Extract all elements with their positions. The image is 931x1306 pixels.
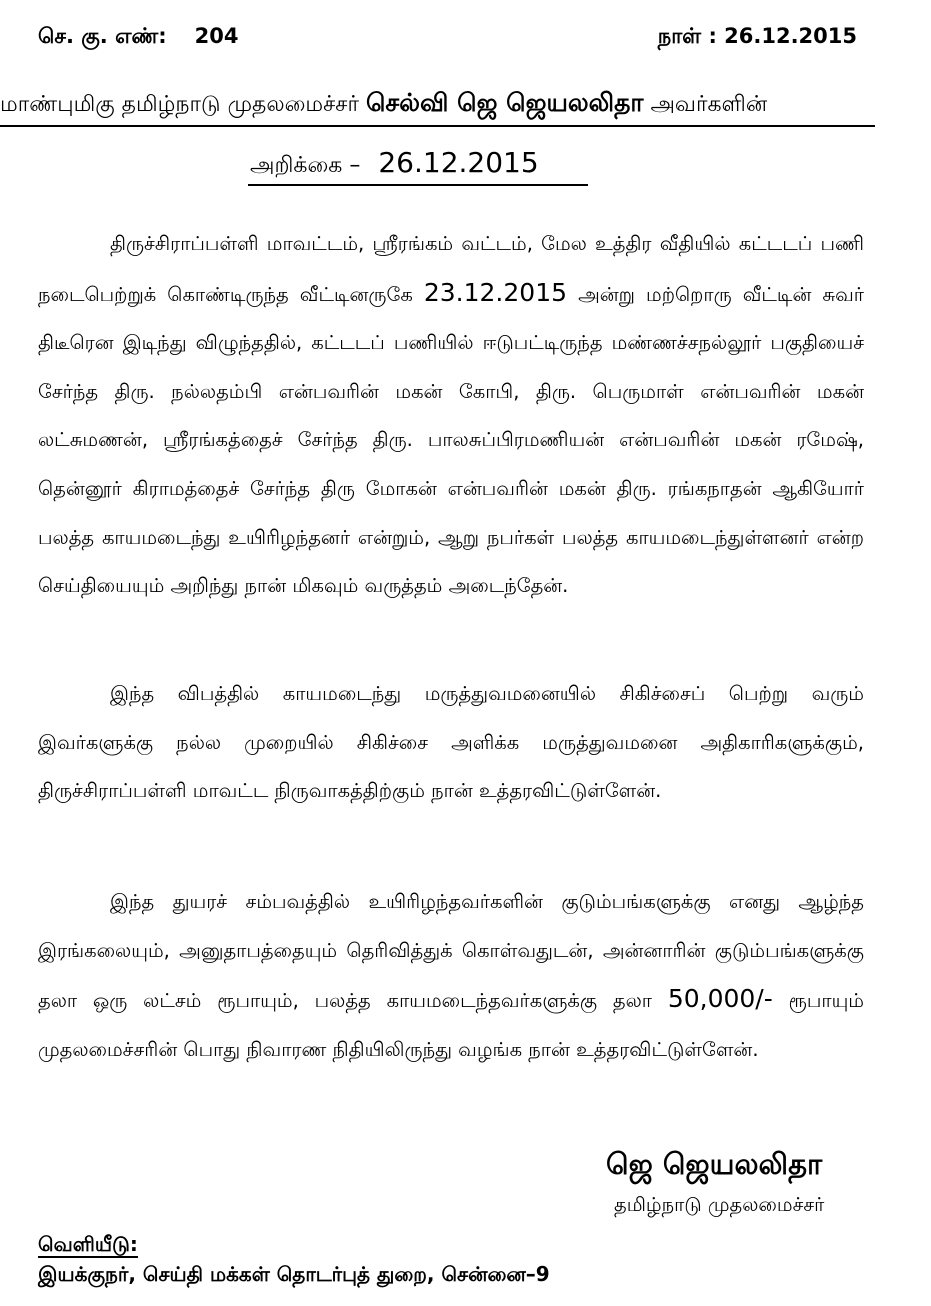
incident-date: 23.12.2015: [423, 277, 567, 307]
release-issuer: இயக்குநர், செய்தி மக்கள் தொடர்புத் துறை, சென்னை–9: [38, 1262, 550, 1286]
document-subheading: [250, 146, 539, 181]
heading-name: செல்வி ஜெ ஜெயலலிதா: [365, 88, 644, 117]
heading-underline: [0, 125, 875, 127]
subheading-date: 26.12.2015: [378, 146, 539, 179]
paragraph-1-part-a: திருச்சிராப்பள்ளி மாவட்டம், ஸ்ரீரங்கம் வட்டம், மேல உத்திர வீதியில் கட்டடப் பணி நடைபெற்றுக் கொண்டிருந்த வீட்டினருகே: [38, 232, 864, 306]
relief-amount: 50,000/-: [667, 984, 773, 1014]
reference-value: 204: [194, 24, 239, 48]
paragraph-2: இந்த விபத்தில் காயமடைந்து மருத்துவமனையில் சிகிச்சைப் பெற்று வரும் இவர்களுக்கு நல்ல முறையில் சிகிச்சை அளிக்க மருத்துவமனை அதிகாரிகளுக்கும், திருச்சிராப்பள்ளி மாவட்ட நிருவாகத்திற்கும் நான் உத்தரவிட்டுள்ளேன்.: [38, 682, 864, 803]
document-heading: [0, 88, 880, 121]
paragraph-1: [38, 220, 864, 611]
signature-designation: தமிழ்நாடு முதலமைச்சர்: [614, 1193, 825, 1216]
release-label: வெளியீடு:: [38, 1232, 138, 1259]
heading-suffix: அவர்களின்: [650, 92, 768, 117]
subheading-underline: [248, 184, 588, 186]
paragraph-3: [38, 878, 864, 1074]
paragraph-3-part-a: இந்த துயரச் சம்பவத்தில் உயிரிழந்தவர்களின் குடும்பங்களுக்கு எனது ஆழ்ந்த இரங்கலையும், அனுதாபத்தையும் தெரிவித்துக் கொள்வதுடன், அன்னாரின் குடும்பங்களுக்கு தலா ஒரு லட்சம் ரூபாயும், பலத்த காயமடைந்தவர்களுக்கு தலா: [38, 890, 864, 1013]
subheading-label: அறிக்கை –: [250, 153, 361, 178]
reference-label: செ. கு. எண்:: [38, 24, 167, 48]
release-date: நாள் : 26.12.2015: [657, 24, 857, 48]
heading-prefix: மாண்புமிகு தமிழ்நாடு முதலமைச்சர்: [0, 92, 359, 117]
reference-number: [38, 24, 238, 51]
paragraph-1-part-b: அன்று மற்றொரு வீட்டின் சுவர் திடீரென இடிந்து விழுந்ததில், கட்டடப் பணியில் ஈடுபட்டிருந்த மண்ணச்சநல்லூர் பகுதியைச் சேர்ந்த திரு. நல்லதம்பி என்பவரின் மகன் கோபி, திரு. பெருமாள் என்பவரின் மகன் லட்சுமணன், ஸ்ரீரங்கத்தைச் சேர்ந்த திரு. பாலசுப்பிரமணியன் என்பவரின் மகன் ரமேஷ், தென்னூர் கிராமத்தைச் சேர்ந்த திரு மோகன் என்பவரின் மகன் திரு. ரங்கநாதன் ஆகியோர் பலத்த காயமடைந்து உயிரிழந்தனர் என்றும், ஆறு நபர்கள் பலத்த காயமடைந்துள்ளனர் என்ற செய்தியையும் அறிந்து நான் மிகவும் வருத்தம் அடைந்தேன்.: [38, 282, 864, 598]
signature-name: ஜெ ஜெயலலிதா: [606, 1147, 823, 1181]
paragraph-3-part-b: ரூபாயும் முதலமைச்சரின் பொது நிவாரண நிதியிலிருந்து வழங்க நான் உத்தரவிட்டுள்ளேன்.: [38, 989, 865, 1061]
